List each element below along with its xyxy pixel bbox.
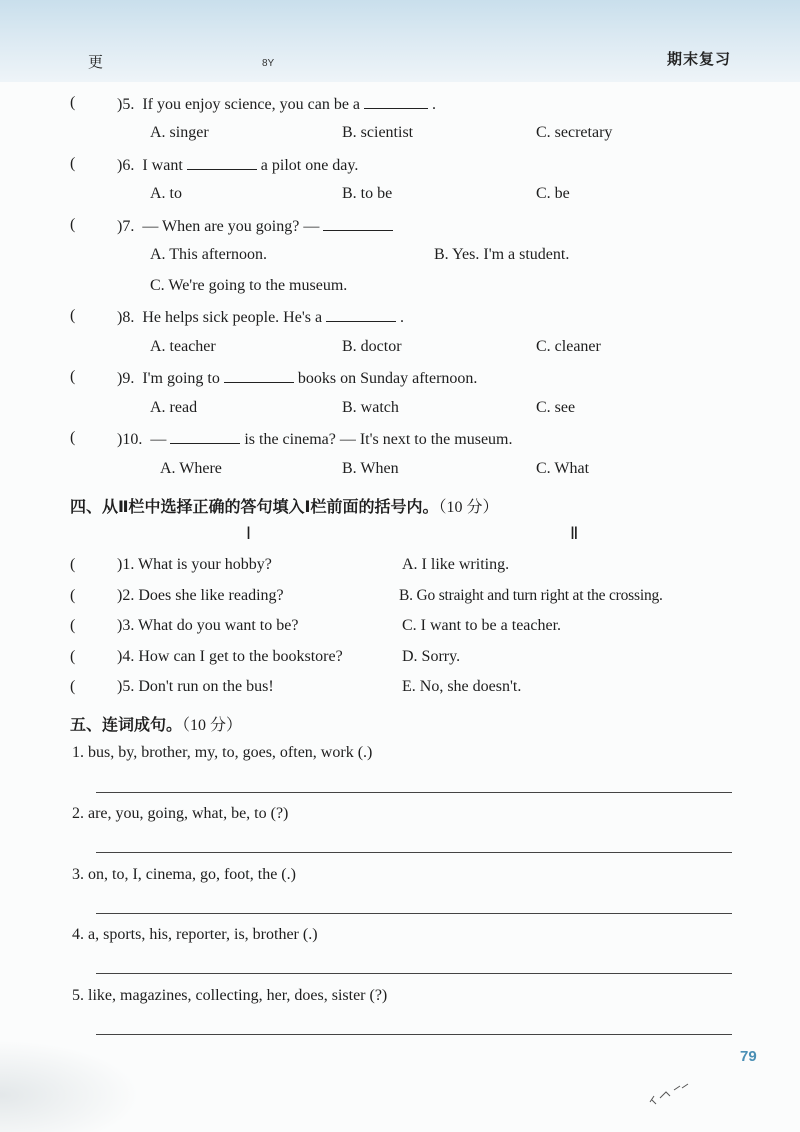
option-c: C. cleaner <box>536 338 601 355</box>
sentence-item-1: 1. bus, by, brother, my, to, goes, often, work (.) <box>72 744 373 761</box>
answer-paren: ( <box>70 648 76 665</box>
answer-line[interactable] <box>96 792 732 793</box>
answer-blank <box>323 216 393 231</box>
option-a: A. This afternoon. <box>150 246 268 263</box>
pencil-scribble <box>648 1082 698 1108</box>
section-4-title: 四、从Ⅱ栏中选择正确的答句填入Ⅰ栏前面的括号内。（10 分） <box>70 497 499 516</box>
answer-blank <box>187 155 257 170</box>
header-mid-text: 8Y <box>262 58 275 69</box>
option-c: C. be <box>536 185 570 202</box>
option-b: B. Yes. I'm a student. <box>434 246 570 263</box>
option-c: C. secretary <box>536 124 613 141</box>
question-text: )7. — When are you going? — <box>117 216 397 236</box>
option-c: C. What <box>536 460 590 477</box>
answer-blank <box>170 429 240 444</box>
option-b: B. When <box>342 460 399 477</box>
match-question: )3. What do you want to be? <box>117 617 299 634</box>
answer-paren: ( <box>70 307 76 324</box>
answer-paren: ( <box>70 155 76 172</box>
header-band <box>0 0 800 82</box>
match-question: )4. How can I get to the bookstore? <box>117 648 343 665</box>
option-c: C. We're going to the museum. <box>150 277 348 294</box>
option-b: B. scientist <box>342 124 414 141</box>
match-question: )5. Don't run on the bus! <box>117 678 274 695</box>
option-b: B. to be <box>342 185 393 202</box>
answer-line[interactable] <box>96 1034 732 1035</box>
question-text: )8. He helps sick people. He's a . <box>117 309 405 326</box>
option-c: C. see <box>536 399 576 416</box>
option-a: A. to <box>150 185 182 202</box>
match-question: )2. Does she like reading? <box>117 587 284 604</box>
column-1-heading: Ⅰ <box>246 524 252 543</box>
answer-line[interactable] <box>96 852 732 853</box>
match-answer: A. I like writing. <box>402 556 510 573</box>
scan-shadow <box>0 1040 140 1132</box>
answer-paren: ( <box>70 94 76 111</box>
option-a: A. singer <box>150 124 209 141</box>
option-a: A. Where <box>160 460 222 477</box>
match-question: )1. What is your hobby? <box>117 556 272 573</box>
section-5-title: 五、连词成句。（10 分） <box>70 715 243 734</box>
question-text: )6. I want a pilot one day. <box>117 157 359 174</box>
answer-line[interactable] <box>96 973 732 974</box>
option-b: B. watch <box>342 399 399 416</box>
option-a: A. read <box>150 399 198 416</box>
question-text: )9. I'm going to books on Sunday afternoon. <box>117 370 478 387</box>
sentence-item-4: 4. a, sports, his, reporter, is, brother (.) <box>72 926 318 943</box>
answer-line[interactable] <box>96 913 732 914</box>
match-answer: E. No, she doesn't. <box>402 678 522 695</box>
header-section-title: 期末复习 <box>667 50 732 68</box>
sentence-item-2: 2. are, you, going, what, be, to (?) <box>72 805 289 822</box>
question-text: )5. If you enjoy science, you can be a . <box>117 96 437 113</box>
match-answer: D. Sorry. <box>402 648 461 665</box>
sentence-item-3: 3. on, to, I, cinema, go, foot, the (.) <box>72 866 296 883</box>
answer-paren: ( <box>70 216 76 233</box>
match-answer: C. I want to be a teacher. <box>402 617 562 634</box>
answer-blank <box>364 94 428 109</box>
option-b: B. doctor <box>342 338 402 355</box>
answer-paren: ( <box>70 429 76 446</box>
answer-paren: ( <box>70 556 76 573</box>
answer-paren: ( <box>70 617 76 634</box>
column-2-heading: Ⅱ <box>570 524 579 543</box>
header-left-text: 更 <box>88 53 104 71</box>
answer-paren: ( <box>70 678 76 695</box>
answer-blank <box>224 368 294 383</box>
option-a: A. teacher <box>150 338 216 355</box>
answer-paren: ( <box>70 368 76 385</box>
answer-paren: ( <box>70 587 76 604</box>
answer-blank <box>326 307 396 322</box>
question-text: )10. — is the cinema? — It's next to the museum. <box>117 431 513 448</box>
sentence-item-5: 5. like, magazines, collecting, her, does, sister (?) <box>72 987 388 1004</box>
match-answer: B. Go straight and turn right at the crossing. <box>399 587 663 604</box>
page-number: 79 <box>740 1048 757 1065</box>
